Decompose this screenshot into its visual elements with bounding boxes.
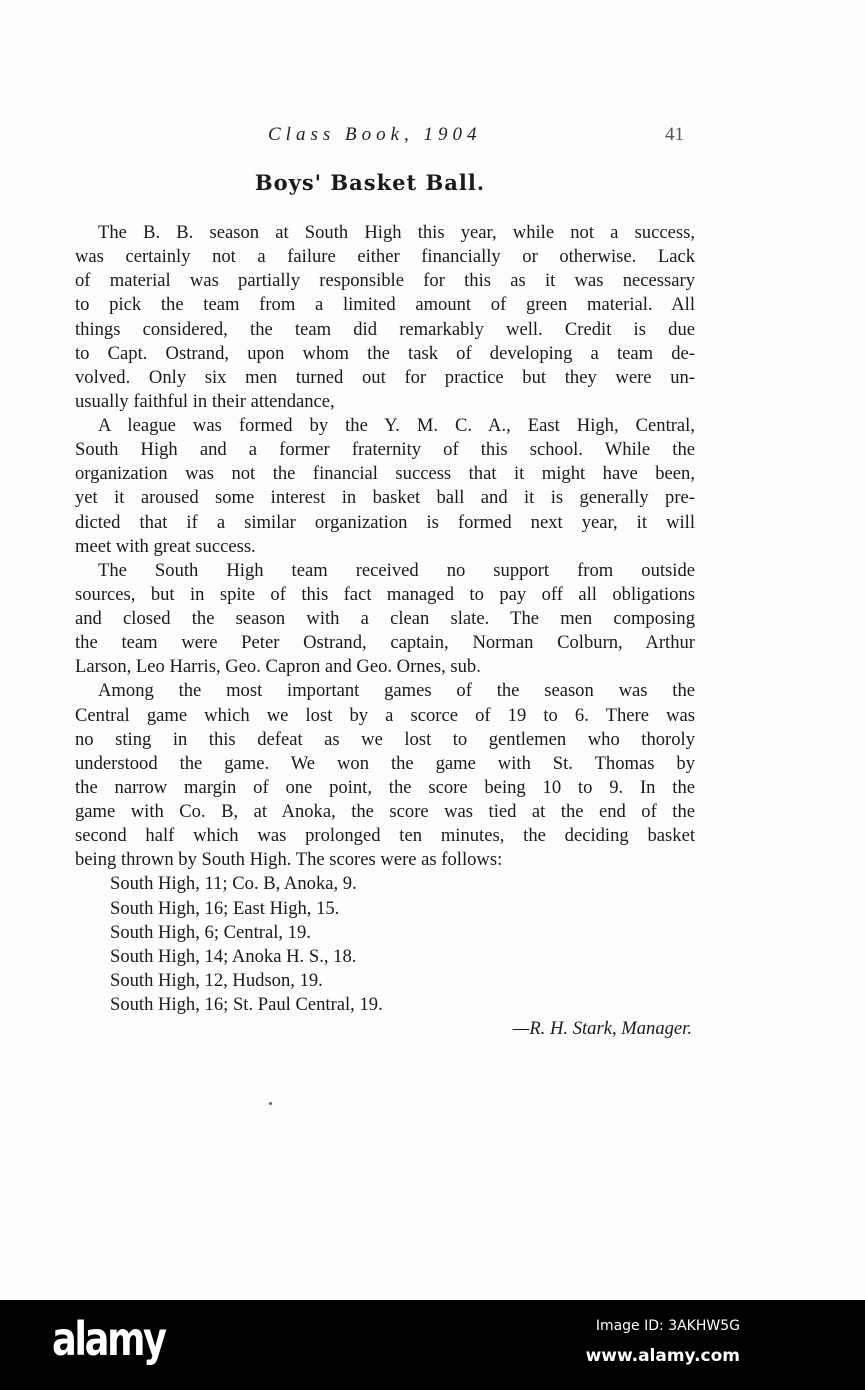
text-line: being thrown by South High. The scores were as follows: [75,849,503,871]
watermark-url: www.alamy.com [585,1346,740,1366]
text-line: of material was partially responsible for this as it was necessary [75,270,695,292]
text-line: no sting in this defeat as we lost to gentlemen who thoroly [75,728,695,750]
score-line: South High, 11; Co. B, Anoka, 9. [110,873,357,895]
text-line: Among the most important games of the season was the [98,680,695,702]
text-line: the team were Peter Ostrand, captain, Norman Colburn, Arthur [75,632,695,654]
page-number: 41 [665,124,684,145]
text-line: game with Co. B, at Anoka, the score was tied at the end of the [75,801,695,822]
signature: —R. H. Stark, Manager. [512,1018,692,1040]
watermark-bar [0,1300,865,1390]
text-line: was certainly not a failure either financially or otherwise. Lack [75,246,695,268]
text-line: The South High team received no support from outside [98,559,695,581]
score-line: South High, 16; East High, 15. [110,897,340,919]
text-line: The B. B. season at South High this year, while not a success, [98,222,695,243]
alamy-logo: alamy [52,1312,165,1366]
text-line: things considered, the team did remarkably well. Credit is due [75,318,695,340]
text-line: volved. Only six men turned out for practice but they were un- [75,366,695,388]
running-head: Class Book, 1904 [268,124,482,145]
text-line: usually faithful in their attendance, [75,390,335,412]
score-line: South High, 14; Anoka H. S., 18. [110,945,357,967]
text-line: the narrow margin of one point, the score being 10 to 9. In the [75,776,695,798]
article-title: Boys' Basket Ball. [254,170,486,195]
text-line: Larson, Leo Harris, Geo. Capron and Geo. Ornes, sub. [75,656,481,678]
article-body [75,221,695,1041]
text-line: understood the game. We won the game with St. Thomas by [75,752,695,774]
score-line: South High, 12, Hudson, 19. [110,969,323,991]
image-id: Image ID: 3AKHW5G [595,1318,740,1334]
text-line: sources, but in spite of this fact managed to pay off all obligations [75,583,695,605]
text-line: organization was not the financial success that it might have been, [75,463,695,485]
text-line: to Capt. Ostrand, upon whom the task of developing a team de- [75,342,695,364]
text-line: South High and a former fraternity of this school. While the [75,439,695,461]
text-line: A league was formed by the Y. M. C. A., East High, Central, [98,415,695,436]
scan-speck [269,1102,272,1105]
text-line: to pick the team from a limited amount of green material. All [75,294,695,316]
text-line: yet it aroused some interest in basket ball and it is generally pre- [75,487,695,509]
text-line: Central game which we lost by a scorce of 19 to 6. There was [75,704,695,726]
text-line: and closed the season with a clean slate. The men composing [75,608,695,629]
score-line: South High, 6; Central, 19. [110,921,311,943]
text-line: second half which was prolonged ten minutes, the deciding basket [75,825,695,847]
text-line: meet with great success. [75,535,256,557]
text-line: dicted that if a similar organization is formed next year, it will [75,511,695,533]
score-line: South High, 16; St. Paul Central, 19. [110,994,383,1015]
